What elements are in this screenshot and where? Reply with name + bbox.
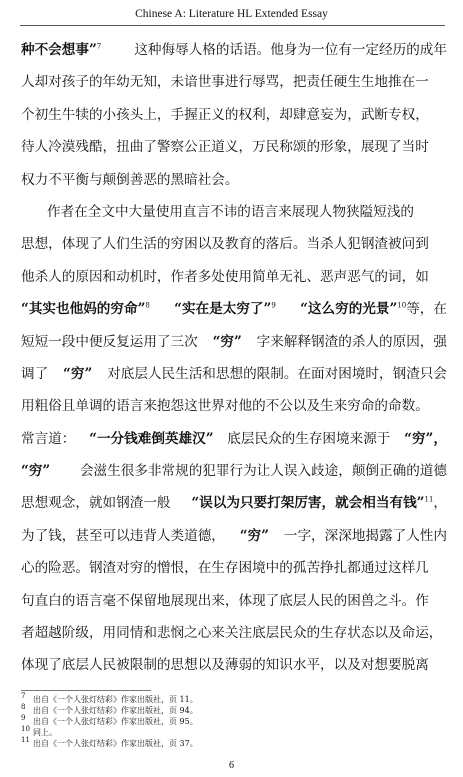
quote-text: “穷” — [21, 463, 51, 480]
paragraph-line — [21, 261, 447, 293]
footnote-text: 出自《一个人张灯结彩》作家出版社，页 37。 — [33, 739, 198, 748]
footnote: $^9$ 出自《一个人张灯结彩》作家出版社，页 95。 — [21, 714, 198, 726]
footnote-ref[interactable]: 11 — [424, 495, 434, 504]
quote-text: 种不会想事” — [21, 42, 97, 58]
paragraph-line — [21, 455, 447, 487]
paragraph-line — [21, 326, 447, 358]
quote-text: “误以为只要打架厉害，就会相当有钱” — [191, 495, 425, 512]
footnote-text: 出自《一个人张灯结彩》作家出版社，页 94。 — [33, 706, 198, 715]
footnote-text: 出自《一个人张灯结彩》作家出版社，页 95。 — [33, 717, 198, 726]
paragraph-line — [21, 66, 447, 98]
line-text: 待人冷漠残酷，扭曲了警察公正道义，万民称颂的形象，展现了当时 — [21, 139, 429, 156]
paragraph-line — [21, 585, 447, 617]
line-text: 一字，深深地揭露了人性内 — [283, 527, 447, 544]
line-text: 人却对孩子的年幼无知，未谙世事进行辱骂，把责任硬生生地推在一 — [21, 74, 429, 91]
line-text: 作者在全文中大量使用直言不讳的语言来展现人物狭隘短浅的 — [47, 203, 415, 220]
paragraph-line — [21, 228, 447, 260]
paragraph-line — [21, 99, 447, 131]
quote-text: “一分钱难倒英雄汉” — [89, 430, 214, 447]
footnote-ref[interactable]: 9 — [271, 301, 276, 310]
header-divider — [20, 25, 445, 26]
line-text: 个初生牛犊的小孩头上，手握正义的权利，却肆意妄为，武断专权， — [21, 106, 429, 123]
footnote-divider — [21, 690, 151, 691]
quote-text: “穷”， — [404, 430, 447, 447]
line-text: 体现了底层人民被限制的思想以及薄弱的知识水平，以及对想要脱离 — [21, 657, 429, 674]
quote-text: “穷” — [212, 333, 242, 350]
line-text: 思想观念，就如钢渣一般 — [21, 495, 171, 512]
line-text: 底层民众的生存困境来源于 — [227, 430, 391, 447]
paragraph-line — [21, 390, 447, 422]
quote-text: “其实也他妈的穷命” — [21, 301, 146, 318]
line-text: ， — [433, 495, 447, 512]
line-text: 这种侮辱人格的话语。他身为一位有一定经历的成年 — [134, 42, 447, 58]
line-text: 心的险恶。钢渣对穷的憎恨，在生存困境中的孤苦挣扎都通过这样几 — [21, 560, 429, 577]
line-text: 者超越阶级，用同情和悲悯之心来关注底层民众的生存状态以及命运， — [21, 625, 443, 642]
paragraph-line — [21, 293, 447, 325]
line-text: 字来解释钢渣的杀人的原因，强 — [256, 333, 447, 350]
line-text: 权力不平衡与颠倒善恶的黑暗社会。 — [21, 171, 239, 188]
paragraph-line — [21, 552, 447, 584]
line-text: 他杀人的原因和动机时，作者多处使用简单无礼、恶声恶气的词，如 — [21, 268, 429, 285]
footnote-ref[interactable]: 7 — [96, 42, 102, 51]
line-text: 等，在 — [406, 301, 447, 318]
footnote-ref[interactable]: 8 — [145, 301, 150, 310]
line-text: 用粗俗且单调的语言来抱怨这世界对他的不公以及生来穷命的命数。 — [21, 398, 429, 415]
line-text: 对底层人民生活和思想的限制。在面对困境时，钢渣只会 — [107, 365, 447, 382]
footnote-text: 同上。 — [33, 728, 57, 737]
paragraph-line — [21, 358, 447, 390]
paragraph-line — [21, 164, 447, 196]
quote-text: “穷” — [63, 365, 93, 382]
paragraph-line — [21, 520, 447, 552]
line-text: 为了钱，甚至可以违背人类道德， — [21, 527, 225, 544]
paragraph-line — [21, 131, 447, 163]
paragraph-line — [21, 617, 447, 649]
footnote-text: 出自《一个人张灯结彩》作家出版社，页 11。 — [33, 695, 198, 704]
quote-text: “这么穷的光景” — [300, 301, 398, 318]
running-header: Chinese A: Literature HL Extended Essay — [135, 8, 328, 20]
line-text: 调了 — [21, 365, 49, 382]
footnote-ref[interactable]: 10 — [397, 301, 407, 310]
footnote: $^{11}$ 出自《一个人张灯结彩》作家出版社，页 37。 — [21, 736, 198, 748]
quote-text: “实在是太穷了” — [174, 301, 272, 318]
footnote: $^7$ 出自《一个人张灯结彩》作家出版社，页 11。 — [21, 692, 198, 704]
quote-text: “穷” — [239, 527, 269, 544]
footnote: $^{10}$ 同上。 — [21, 725, 57, 737]
footnote: $^8$ 出自《一个人张灯结彩》作家出版社，页 94。 — [21, 703, 198, 715]
page-number: 6 — [229, 760, 234, 771]
paragraph-line — [21, 34, 447, 66]
paragraph-line — [21, 196, 447, 228]
paragraph-line — [21, 649, 447, 681]
line-text: 会滋生很多非常规的犯罪行为让人误入歧途，颠倒正确的道德 — [79, 463, 447, 480]
line-text: 思想，体现了人们生活的穷困以及教育的落后。当杀人犯钢渣被问到 — [21, 236, 429, 253]
line-text: 短短一段中便反复运用了三次 — [21, 333, 198, 350]
line-text: 句直白的语言毫不保留地展现出来，体现了底层人民的困兽之斗。作 — [21, 592, 429, 609]
paragraph-line — [21, 487, 447, 519]
essay-body — [21, 34, 447, 682]
line-text: 常言道： — [21, 430, 76, 447]
footnotes — [21, 694, 441, 749]
paragraph-line — [21, 423, 447, 455]
